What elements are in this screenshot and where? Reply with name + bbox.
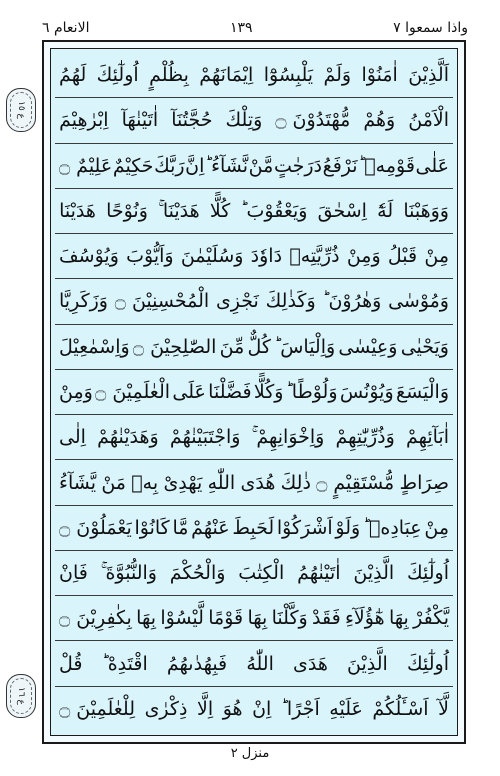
word: وَمُوْسٰى [388,290,449,313]
word: فَضَّلْنَا [208,380,252,403]
text-line [55,551,453,596]
word: هُدَى [240,471,276,494]
word: الْاَمْنُ [408,109,449,132]
word: فَاِنْ [59,562,88,585]
word: نَّشَآءُ ؕ [205,154,249,177]
word: اٰبَآئِهِمْ [405,426,449,449]
text-line [55,687,453,731]
word: عَنْهُمْ [191,516,230,539]
word: مُّسْتَقِيْمٍ ۝ [316,471,395,494]
text-line [55,415,453,460]
page-frame [42,40,466,744]
word: وَالْحُكْمَ [169,562,226,585]
text-line [55,98,453,143]
word: الَّذِيْنَ [347,652,388,675]
text-panel [50,48,458,736]
word: لِلْعٰلَمِيْنَ ۝ [59,697,135,720]
word: وَسُلَيْمٰنَ [180,245,244,268]
word: وَزَكَرِيَّا [59,290,108,313]
word: هُوَ [222,697,243,720]
word: قَوْمًا [208,607,244,630]
word: عَلَى [172,380,206,403]
word: لَهُمُ [59,64,87,87]
word: بِكٰفِرِيْنَ ۝ [59,607,132,630]
word: حُجَّتُنَآ [171,109,213,132]
word: اٰتَيْنٰهَآ [121,109,159,132]
word: وَيُوْسُفَ [59,245,119,268]
word: وَهَدَيْنٰهُمْ [97,426,159,449]
word: مَّا [172,516,189,539]
word: وَمِنْ [59,380,93,403]
word: حَكِيْمٌ [112,154,154,177]
word: وَالنُّبُوَّةَ ۚ [100,562,157,585]
word: مَنْ [101,471,126,494]
word: وَتِلْكَ [225,109,263,132]
page-header [42,18,468,38]
ruku-marker-upper: ع ١٥ [6,88,36,132]
word: مُّهْتَدُوْنَ ۝ [275,109,351,132]
word: وَاِسْمٰعِيْلَ [59,335,130,358]
word: اِيْمَانَهُمْ [199,64,254,87]
text-line [55,596,453,641]
word: وَيَعْقُوْبَ ؕ [240,199,308,222]
word: فَقَدْ [312,607,341,630]
word: اِسْحٰقَ [317,199,367,222]
word: لَّيْسُوْا [160,607,204,630]
word: وَيَحْيٰى [400,335,449,358]
text-line [55,53,453,98]
word: اٰمَنُوْا [361,64,398,87]
word: وَكَّلْنَا [271,607,308,630]
word: وَاَيُّوْبَ [126,245,174,268]
word: اِنْ [252,697,272,720]
word: قُلْ [59,652,83,675]
word: اُولٰٓئِكَ [407,562,449,585]
word: هٰٓؤُلَآءِ [345,607,385,630]
text-line [55,506,453,551]
word: لَحَبِطَ [232,516,275,539]
word: صِرَاطٍ [399,471,449,494]
word: يَّكْفُرْ [413,607,449,630]
word: كُلٌّ [247,335,271,358]
word: دَرَجٰتٍ [273,154,322,177]
word: وَكُلًّا [253,380,284,403]
word: وَاجْتَبَيْنٰهُمْ [169,426,241,449]
word: قَبْلُ [387,245,418,268]
word: لَّآ [438,697,449,720]
word: بِهٖ [131,471,159,494]
word: فَبِهُدٰىهُمُ [166,652,228,675]
word: وَاِلْيَاسَ ؕ [274,335,336,358]
word: كُلًّا [209,199,231,222]
word: عَلٰى [415,154,449,177]
word: يَهْدِىْ [163,471,203,494]
word: عَلَيْهِ [329,697,363,720]
word: وَلَمْ [323,64,352,87]
page-number: ١٣٩ [230,20,253,36]
word: وَوَهَبْنَا [403,199,449,222]
word: اَلَّذِيْنَ [408,64,449,87]
word: وَيُوْنُسَ [339,380,394,403]
page-footer: منزل ٢ [230,746,270,761]
word: مِنْ [424,245,449,268]
word: مِّنَ [219,335,245,358]
word: بِظُلْمٍ [149,64,189,87]
word: وَاِخْوَانِهِمْ ۚ [251,426,325,449]
header-part-name: واذا سمعوا ٧ [393,20,468,36]
word: هَدَيْنَا [59,199,96,222]
word: ذِكْرٰى [144,697,188,720]
word: نَجْزِى [215,290,259,313]
word: اقْتَدِهْ ؕ [101,652,148,675]
word: يَّشَآءُ [59,471,97,494]
text-line [55,460,453,505]
word: اَشْرَكُوْا [276,516,333,539]
text-line [55,189,453,234]
word: اِبْرٰهِيْمَ [59,109,109,132]
word: اُولٰٓئِكَ [407,652,449,675]
word: اللّٰهُ [246,652,274,675]
word: بِهَا [388,607,409,630]
word: كَانُوْا [134,516,170,539]
text-lines [55,53,453,731]
word: عَلِيْمٌ ۝ [59,154,113,177]
word: عِبَادِهٖ ؕ [362,516,422,539]
text-line [55,641,453,686]
word: اَسْـَٔلُكُمْ [372,697,429,720]
word: اللّٰهِ [207,471,236,494]
word: بِهَا [136,607,157,630]
header-surah-name: الانعام ٦ [42,20,90,36]
word: يَعْمَلُوْنَ ۝ [59,516,132,539]
word: اَجْرًا ؕ [280,697,320,720]
word: اِلَّا [197,697,214,720]
word: دَاوٗدَ [250,245,283,268]
word: وَلَوْ [335,516,361,539]
word: نَرْفَعُ [322,154,358,177]
word: وَمِنْ [346,245,381,268]
word: مَّنْ [248,154,274,177]
word: قَوْمِهٖ ؕ [358,154,415,177]
word: وَنُوْحًا [106,199,148,222]
word: وَذُرِّيّٰتِهِمْ [335,426,395,449]
word: وَعِيْسٰى [338,335,398,358]
word: الْعٰلَمِيْنَ ۝ [95,380,171,403]
text-line [55,234,453,279]
word: وَلُوْطًا ؕ [285,380,338,403]
text-line [55,279,453,324]
word: ذُرِّيَّتِهٖ [289,245,340,268]
ruku-marker-lower: ع ١٦ [6,674,36,718]
word: وَهُمْ [363,109,396,132]
word: هَدَيْنَا ۚ [158,199,200,222]
word: يَلْبِسُوْٓا [263,64,314,87]
word: مِنْ [424,516,449,539]
word: وَالْيَسَعَ [395,380,449,403]
text-line [55,144,453,189]
word: الْكِتٰبَ [238,562,285,585]
word: وَكَذٰلِكَ [265,290,316,313]
word: لَهٗٓ [377,199,394,222]
text-line [55,325,453,370]
word: وَهٰرُوْنَ ؕ [322,290,382,313]
word: الصّٰلِحِيْنَ ۝ [132,335,217,358]
word: بِهَا [247,607,268,630]
text-line [55,370,453,415]
word: اِنَّ [185,154,205,177]
word: الَّذِيْنَ [353,562,395,585]
word: اٰتَيْنٰهُمُ [297,562,341,585]
word: اِلٰى [59,426,86,449]
word: رَبَّكَ [154,154,185,177]
word: اُولٰٓئِكَ [96,64,139,87]
word: ذٰلِكَ [280,471,311,494]
word: هَدَى [293,652,328,675]
word: الْمُحْسِنِيْنَ ۝ [114,290,210,313]
